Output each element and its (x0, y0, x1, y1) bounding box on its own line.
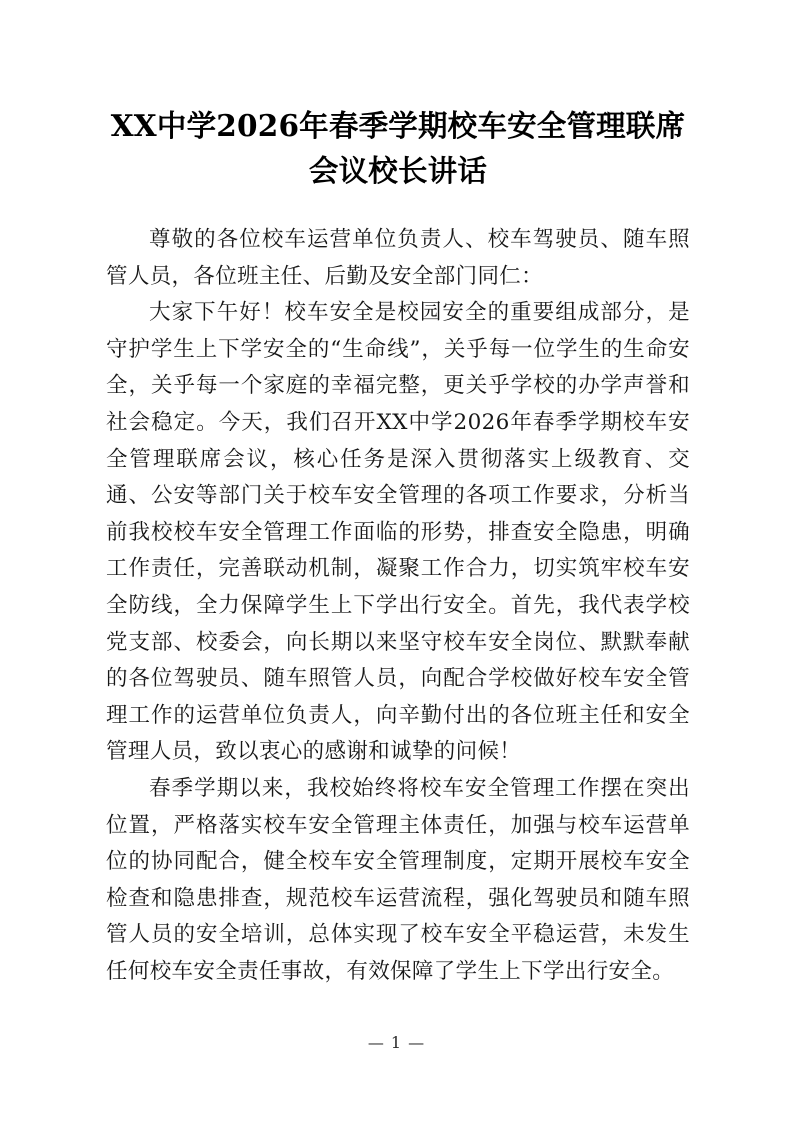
document-content-column (106, 0, 690, 990)
page-title-line-2: 席会议校长讲话 (308, 108, 686, 188)
page-title (106, 0, 690, 193)
page-number: — 1 — (367, 1033, 426, 1052)
paragraph-salutation: 尊敬的各位校车运营单位负责人、校车驾驶员、随车照管人员，各位班主任、后勤及安全部门同仁： (106, 227, 690, 289)
page-title-line-1: XX中学2026年春季学期校车安全管理联 (110, 108, 656, 143)
paragraph-semester-review: 春季学期以来，我校始终将校车安全管理工作摆在突出位置，严格落实校车安全管理主体责任，加强与校车运营单位的协同配合，健全校车安全管理制度，定期开展校车安全检查和隐患排查，规范校车运营流程，强化驾驶员和随车照管人员的安全培训，总体实现了校车安全平稳运营，未发生任何校车安全责任事故，有效保障了学生上下学出行安全。 (106, 775, 690, 984)
paragraph-opening-remarks: 大家下午好！校车安全是校园安全的重要组成部分，是守护学生上下学安全的“生命线”，关乎每一位学生的生命安全，关乎每一个家庭的幸福完整，更关乎学校的办学声誉和社会稳定。今天，我们召开XX中学2026年春季学期校车安全管理联席会议，核心任务是深入贯彻落实上级教育、交通、公安等部门关于校车安全管理的各项工作要求，分析当前我校校车安全管理工作面临的形势，排查安全隐患，明确工作责任，完善联动机制，凝聚工作合力，切实筑牢校车安全防线，全力保障学生上下学出行安全。首先，我代表学校党支部、校委会，向长期以来坚守校车安全岗位、默默奉献的各位驾驶员、随车照管人员，向配合学校做好校车安全管理工作的运营单位负责人，向辛勤付出的各位班主任和安全管理人员，致以衷心的感谢和诚挚的问候！ (106, 300, 690, 765)
document-body (106, 193, 690, 990)
page-footer (0, 1033, 793, 1053)
